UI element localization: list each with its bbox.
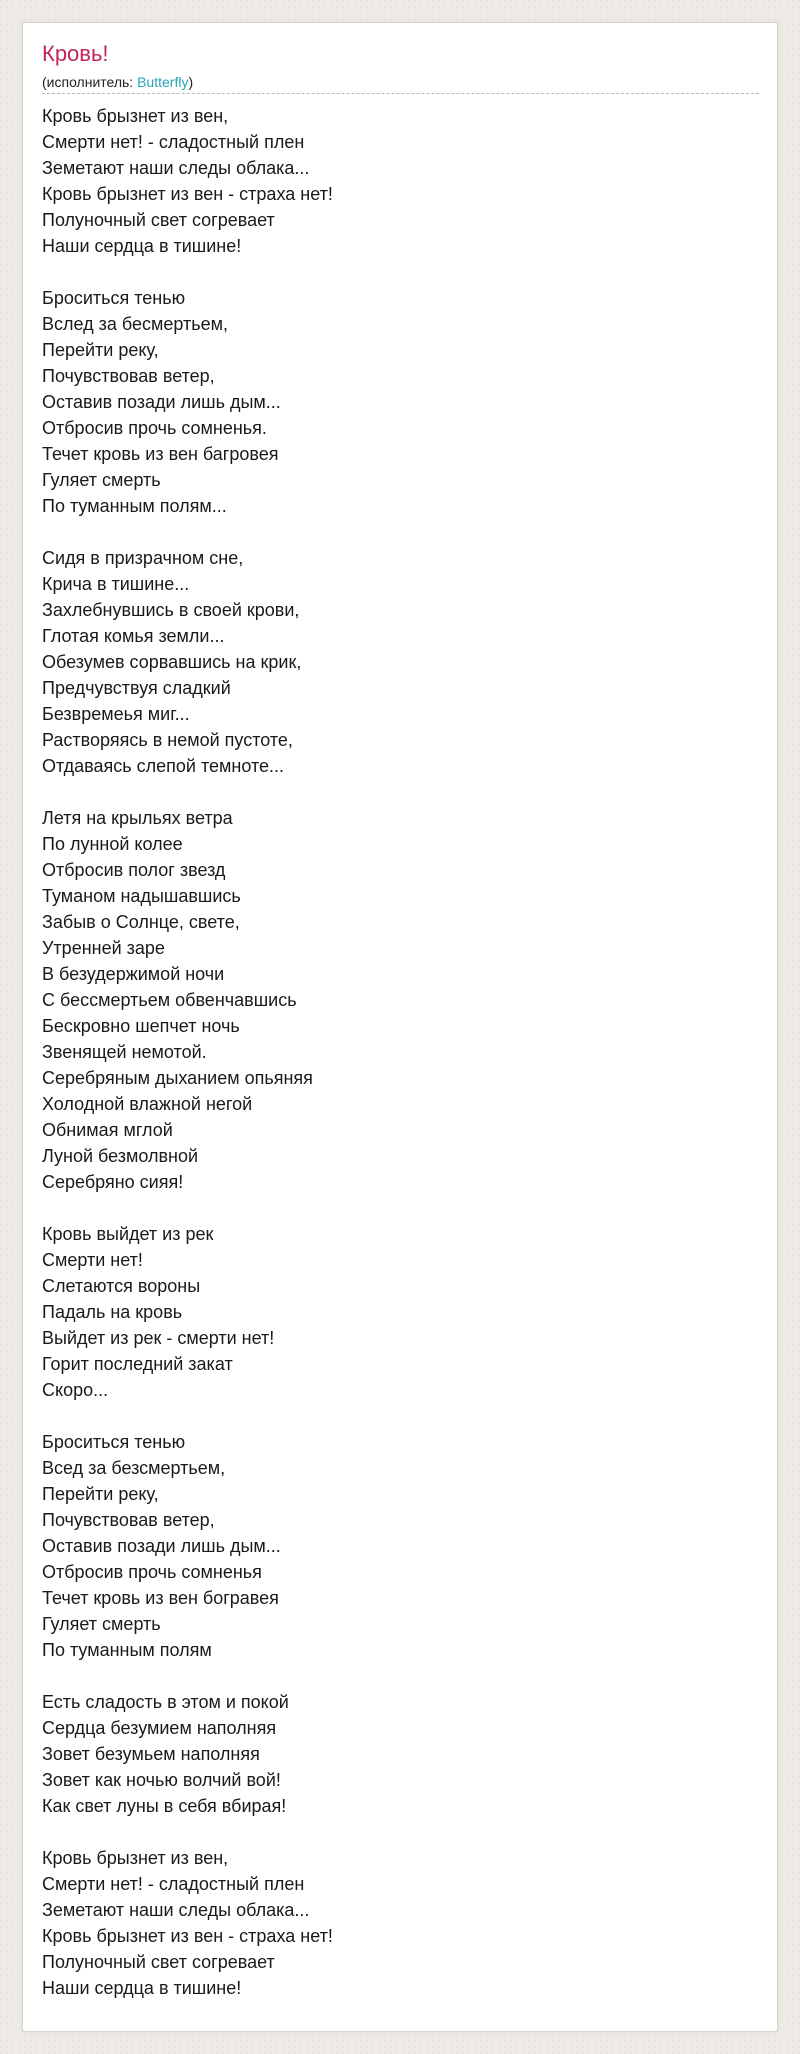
lyric-line: Почувствовав ветер, bbox=[42, 1510, 215, 1530]
lyrics-stanza bbox=[42, 1221, 742, 1403]
lyric-line: Выйдет из рек - смерти нет! bbox=[42, 1328, 275, 1348]
lyric-line: Падаль на кровь bbox=[42, 1302, 183, 1322]
lyric-line: По лунной колее bbox=[42, 834, 183, 854]
lyric-line: Захлебнувшись в своей крови, bbox=[42, 600, 300, 620]
lyric-line: Смерти нет! - сладостный плен bbox=[42, 1874, 305, 1894]
artist-line bbox=[42, 73, 193, 91]
song-title: Кровь! bbox=[42, 41, 109, 66]
lyric-line: По туманным полям... bbox=[42, 496, 227, 516]
lyric-line: Земетают наши следы облака... bbox=[42, 158, 310, 178]
lyric-line: Почувствовав ветер, bbox=[42, 366, 215, 386]
lyric-line: Отдаваясь слепой темноте... bbox=[42, 756, 285, 776]
lyric-line: Броситься тенью bbox=[42, 1432, 186, 1452]
lyric-line: Гуляет смерть bbox=[42, 470, 161, 490]
lyric-line: Луной безмолвной bbox=[42, 1146, 199, 1166]
lyric-line: Земетают наши следы облака... bbox=[42, 1900, 310, 1920]
lyric-line: Обезумев сорвавшись на крик, bbox=[42, 652, 302, 672]
lyric-line: Зовет как ночью волчий вой! bbox=[42, 1770, 281, 1790]
lyric-line: Туманом надышавшись bbox=[42, 886, 241, 906]
artist-prefix: (исполнитель: bbox=[42, 74, 138, 90]
lyric-line: Слетаются вороны bbox=[42, 1276, 201, 1296]
lyric-line: Забыв о Солнце, свете, bbox=[42, 912, 240, 932]
lyric-line: Кровь брызнет из вен - страха нет! bbox=[42, 184, 333, 204]
lyric-line: Кровь брызнет из вен, bbox=[42, 1848, 229, 1868]
lyric-line: Кровь выйдет из рек bbox=[42, 1224, 214, 1244]
lyric-line: Звенящей немотой. bbox=[42, 1042, 207, 1062]
lyric-line: Летя на крыльях ветра bbox=[42, 808, 233, 828]
lyric-line: Смерти нет! bbox=[42, 1250, 143, 1270]
lyric-line: Наши сердца в тишине! bbox=[42, 1978, 242, 1998]
lyrics-stanza bbox=[42, 805, 742, 1195]
lyric-line: Бескровно шепчет ночь bbox=[42, 1016, 240, 1036]
lyric-line: Перейти реку, bbox=[42, 340, 159, 360]
lyric-line: Наши сердца в тишине! bbox=[42, 236, 242, 256]
lyric-line: Кровь брызнет из вен - страха нет! bbox=[42, 1926, 333, 1946]
lyrics-body bbox=[42, 103, 742, 2027]
lyric-line: Броситься тенью bbox=[42, 288, 186, 308]
lyric-line: Смерти нет! - сладостный плен bbox=[42, 132, 305, 152]
lyric-line: Есть сладость в этом и покой bbox=[42, 1692, 289, 1712]
lyric-line: Скоро... bbox=[42, 1380, 109, 1400]
lyric-line: Течет кровь из вен богравея bbox=[42, 1588, 279, 1608]
lyric-line: Горит последний закат bbox=[42, 1354, 233, 1374]
lyric-line: В безудержимой ночи bbox=[42, 964, 225, 984]
lyrics-stanza bbox=[42, 545, 742, 779]
lyric-line: Отбросив прочь сомненья bbox=[42, 1562, 262, 1582]
lyrics-stanza bbox=[42, 285, 742, 519]
lyric-line: Холодной влажной негой bbox=[42, 1094, 253, 1114]
lyric-line: Всед за безсмертьем, bbox=[42, 1458, 226, 1478]
lyrics-stanza bbox=[42, 1689, 742, 1819]
lyric-line: Предчувствуя сладкий bbox=[42, 678, 231, 698]
lyric-line: Серебряным дыханием опьяняя bbox=[42, 1068, 313, 1088]
artist-link[interactable]: Butterfly bbox=[137, 74, 189, 90]
lyric-line: Утренней заре bbox=[42, 938, 165, 958]
lyric-line: Течет кровь из вен багровея bbox=[42, 444, 279, 464]
lyrics-stanza bbox=[42, 1845, 742, 2001]
lyric-line: Оставив позади лишь дым... bbox=[42, 392, 281, 412]
lyric-line: Растворяясь в немой пустоте, bbox=[42, 730, 293, 750]
lyric-line: Кровь брызнет из вен, bbox=[42, 106, 229, 126]
lyric-line: Отбросив полог звезд bbox=[42, 860, 226, 880]
lyrics-card bbox=[22, 22, 778, 2032]
lyric-line: Зовет безумьем наполняя bbox=[42, 1744, 260, 1764]
lyric-line: Перейти реку, bbox=[42, 1484, 159, 1504]
lyric-line: По туманным полям bbox=[42, 1640, 212, 1660]
artist-suffix: ) bbox=[188, 74, 194, 90]
header-divider bbox=[42, 93, 759, 94]
lyrics-stanza bbox=[42, 103, 742, 259]
lyric-line: Сердца безумием наполняя bbox=[42, 1718, 277, 1738]
lyric-line: Вслед за бесмертьем, bbox=[42, 314, 229, 334]
lyric-line: Полуночный свет согревает bbox=[42, 1952, 275, 1972]
lyric-line: Обнимая мглой bbox=[42, 1120, 173, 1140]
lyrics-stanza bbox=[42, 1429, 742, 1663]
lyric-line: Сидя в призрачном сне, bbox=[42, 548, 244, 568]
lyric-line: Серебряно сияя! bbox=[42, 1172, 184, 1192]
lyric-line: Безвремеья миг... bbox=[42, 704, 190, 724]
lyric-line: Полуночный свет согревает bbox=[42, 210, 275, 230]
lyric-line: С бессмертьем обвенчавшись bbox=[42, 990, 297, 1010]
lyric-line: Оставив позади лишь дым... bbox=[42, 1536, 281, 1556]
lyric-line: Крича в тишине... bbox=[42, 574, 190, 594]
lyric-line: Отбросив прочь сомненья. bbox=[42, 418, 267, 438]
lyric-line: Как свет луны в себя вбирая! bbox=[42, 1796, 287, 1816]
lyric-line: Гуляет смерть bbox=[42, 1614, 161, 1634]
lyric-line: Глотая комья земли... bbox=[42, 626, 225, 646]
